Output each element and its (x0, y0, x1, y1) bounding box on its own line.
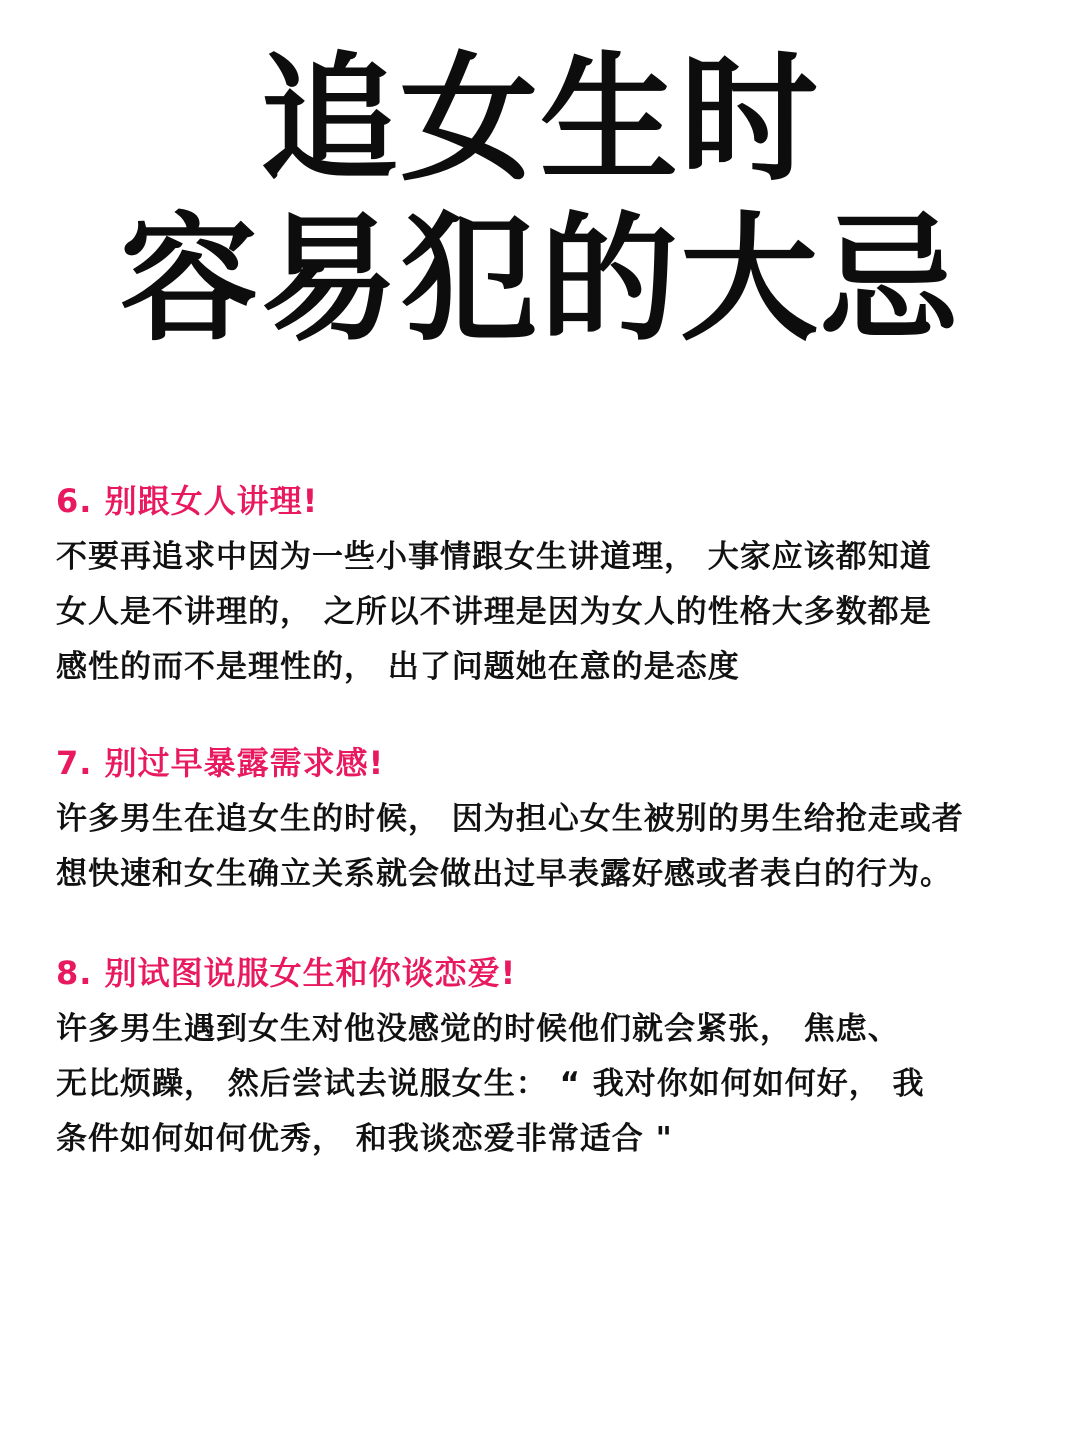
tip-heading: 6. 别跟女人讲理! (56, 482, 319, 520)
page-title-line-2: 容易犯的大忌 (119, 199, 960, 360)
tip-heading: 8. 别试图说服女生和你谈恋爱! (56, 954, 517, 992)
tip-heading: 7. 别过早暴露需求感! (56, 744, 385, 782)
tip-section-6 (56, 472, 1056, 695)
tip-section-7 (56, 734, 1056, 902)
tip-section-8 (56, 944, 1056, 1167)
tip-body: 不要再追求中因为一些小事情跟女生讲道理， 大家应该都知道 女人是不讲理的， 之所以不讲理是因为女人的性格大多数都是 感性的而不是理性的， 出了问题她在意的是态度 (56, 539, 932, 685)
tip-body: 许多男生在追女生的时候， 因为担心女生被别的男生给抢走或者 想快速和女生确立关系就会做出过早表露好感或者表白的行为。 (56, 801, 964, 892)
page-title-line-1: 追女生时 (259, 39, 820, 200)
tip-body: 许多男生遇到女生对他没感觉的时候他们就会紧张， 焦虑、 无比烦躁， 然后尝试去说服女生： “ 我对你如何如何好， 我 条件如何如何优秀， 和我谈恋爱非常适合 " (56, 1011, 925, 1157)
